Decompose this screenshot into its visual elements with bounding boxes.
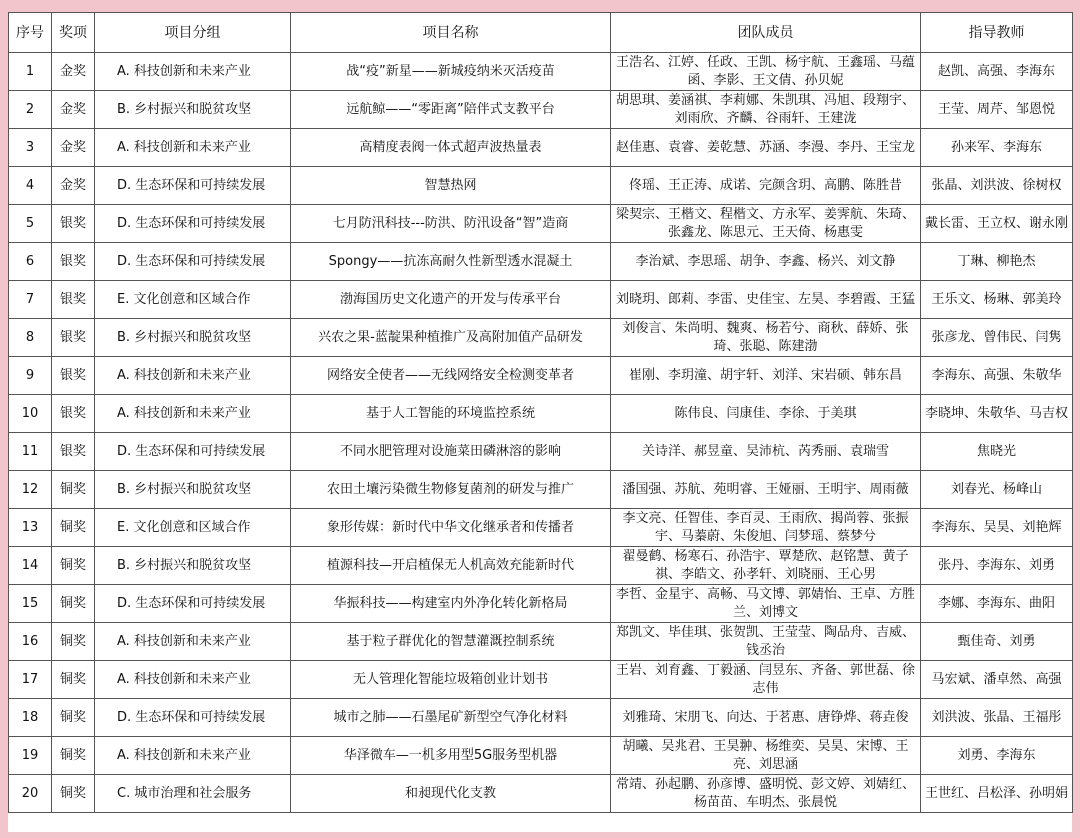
cell-award: 银奖	[52, 205, 95, 243]
cell-members: 李文亮、任智佳、李百灵、王雨欣、揭尚蓉、张振宇、马蓁蔚、朱俊旭、闫梦瑶、蔡梦兮	[611, 509, 921, 547]
cell-advisors: 李海东、高强、朱敬华	[921, 357, 1073, 395]
table-row	[9, 319, 1073, 357]
cell-project: 网络安全使者——无线网络安全检测变革者	[291, 357, 611, 395]
cell-project: 七月防汛科技---防洪、防汛设备“智”造商	[291, 205, 611, 243]
cell-advisors: 戴长雷、王立权、谢永刚	[921, 205, 1073, 243]
cell-group: A. 科技创新和未来产业	[95, 395, 291, 433]
table-row	[9, 661, 1073, 699]
cell-no: 14	[9, 547, 52, 585]
cell-group: A. 科技创新和未来产业	[95, 129, 291, 167]
award-table	[8, 12, 1073, 813]
table-row	[9, 737, 1073, 775]
cell-project: 农田土壤污染微生物修复菌剂的研发与推广	[291, 471, 611, 509]
cell-no: 11	[9, 433, 52, 471]
cell-members: 李治斌、李思瑶、胡争、李鑫、杨兴、刘文静	[611, 243, 921, 281]
cell-no: 20	[9, 775, 52, 813]
cell-group: D. 生态环保和可持续发展	[95, 167, 291, 205]
cell-advisors: 张彦龙、曾伟民、闫隽	[921, 319, 1073, 357]
table-row	[9, 167, 1073, 205]
cell-members: 刘晓玥、郎莉、李雷、史佳宝、左昊、李碧霞、王猛	[611, 281, 921, 319]
table-row	[9, 281, 1073, 319]
cell-group: A. 科技创新和未来产业	[95, 623, 291, 661]
cell-no: 18	[9, 699, 52, 737]
cell-project: 和昶现代化支教	[291, 775, 611, 813]
cell-group: D. 生态环保和可持续发展	[95, 585, 291, 623]
cell-award: 铜奖	[52, 547, 95, 585]
cell-no: 19	[9, 737, 52, 775]
table-row	[9, 433, 1073, 471]
cell-award: 铜奖	[52, 623, 95, 661]
cell-advisors: 王世红、吕松泽、孙明娟	[921, 775, 1073, 813]
header-award: 奖项	[52, 13, 95, 53]
table-row	[9, 243, 1073, 281]
cell-award: 铜奖	[52, 737, 95, 775]
cell-group: A. 科技创新和未来产业	[95, 737, 291, 775]
cell-advisors: 刘洪波、张晶、王福彤	[921, 699, 1073, 737]
cell-project: 高精度表阀一体式超声波热量表	[291, 129, 611, 167]
cell-members: 刘俊言、朱尚明、魏爽、杨若兮、商秋、薛娇、张琦、张聪、陈建渤	[611, 319, 921, 357]
cell-project: 战“疫”新星——新城疫纳米灭活疫苗	[291, 53, 611, 91]
header-members: 团队成员	[611, 13, 921, 53]
cell-no: 10	[9, 395, 52, 433]
cell-members: 潘国强、苏航、苑明睿、王娅丽、王明宇、周雨薇	[611, 471, 921, 509]
cell-award: 金奖	[52, 167, 95, 205]
cell-advisors: 李海东、吴昊、刘艳辉	[921, 509, 1073, 547]
cell-group: E. 文化创意和区域合作	[95, 281, 291, 319]
table-row	[9, 471, 1073, 509]
cell-no: 17	[9, 661, 52, 699]
cell-group: B. 乡村振兴和脱贫攻坚	[95, 91, 291, 129]
cell-members: 王岩、刘育鑫、丁毅涵、闫昱东、齐备、郭世磊、徐志伟	[611, 661, 921, 699]
cell-no: 3	[9, 129, 52, 167]
table-row	[9, 53, 1073, 91]
cell-project: 基于粒子群优化的智慧灌溉控制系统	[291, 623, 611, 661]
cell-advisors: 赵凯、高强、李海东	[921, 53, 1073, 91]
table-row	[9, 91, 1073, 129]
table-row	[9, 775, 1073, 813]
cell-advisors: 甄佳奇、刘勇	[921, 623, 1073, 661]
cell-advisors: 李晓坤、朱敬华、马吉权	[921, 395, 1073, 433]
cell-award: 银奖	[52, 281, 95, 319]
cell-project: 渤海国历史文化遗产的开发与传承平台	[291, 281, 611, 319]
cell-award: 金奖	[52, 91, 95, 129]
cell-no: 2	[9, 91, 52, 129]
cell-project: 华泽微车—一机多用型5G服务型机器	[291, 737, 611, 775]
cell-project: 不同水肥管理对设施菜田磷淋溶的影响	[291, 433, 611, 471]
table-row	[9, 357, 1073, 395]
cell-members: 崔刚、李玥潼、胡宇轩、刘洋、宋岩硕、韩东昌	[611, 357, 921, 395]
cell-members: 郑凯文、毕佳琪、张贺凯、王莹莹、陶品舟、吉威、钱丞治	[611, 623, 921, 661]
cell-group: B. 乡村振兴和脱贫攻坚	[95, 547, 291, 585]
cell-project: 智慧热网	[291, 167, 611, 205]
cell-advisors: 王莹、周芹、邹恩悦	[921, 91, 1073, 129]
cell-no: 5	[9, 205, 52, 243]
cell-no: 4	[9, 167, 52, 205]
table-row	[9, 623, 1073, 661]
cell-group: D. 生态环保和可持续发展	[95, 205, 291, 243]
header-row	[9, 13, 1073, 53]
cell-advisors: 刘勇、李海东	[921, 737, 1073, 775]
cell-project: 城市之肺——石墨尾矿新型空气净化材料	[291, 699, 611, 737]
cell-members: 关诗洋、郝昱童、吴沛杭、芮秀丽、袁瑞雪	[611, 433, 921, 471]
cell-award: 银奖	[52, 395, 95, 433]
cell-group: D. 生态环保和可持续发展	[95, 699, 291, 737]
cell-award: 银奖	[52, 319, 95, 357]
header-project: 项目名称	[291, 13, 611, 53]
cell-award: 铜奖	[52, 509, 95, 547]
cell-group: D. 生态环保和可持续发展	[95, 433, 291, 471]
cell-members: 胡思琪、姜涵祺、李莉娜、朱凯琪、冯旭、段翔宇、刘雨欣、齐麟、谷雨轩、王建泷	[611, 91, 921, 129]
cell-no: 9	[9, 357, 52, 395]
cell-advisors: 焦晓光	[921, 433, 1073, 471]
cell-advisors: 李娜、李海东、曲阳	[921, 585, 1073, 623]
cell-project: 华振科技——构建室内外净化转化新格局	[291, 585, 611, 623]
cell-no: 16	[9, 623, 52, 661]
cell-members: 李哲、金星宇、高畅、马文博、郭婧怡、王卓、方胜兰、刘博文	[611, 585, 921, 623]
cell-project: 无人管理化智能垃圾箱创业计划书	[291, 661, 611, 699]
cell-members: 胡曦、吴兆君、王昊翀、杨维奕、吴昊、宋博、王亮、刘思涵	[611, 737, 921, 775]
cell-group: A. 科技创新和未来产业	[95, 357, 291, 395]
table-row	[9, 699, 1073, 737]
table-row	[9, 547, 1073, 585]
cell-advisors: 刘春光、杨峰山	[921, 471, 1073, 509]
cell-group: B. 乡村振兴和脱贫攻坚	[95, 471, 291, 509]
cell-no: 6	[9, 243, 52, 281]
cell-members: 佟瑶、王正涛、成诺、完颜含玥、高鹏、陈胜昔	[611, 167, 921, 205]
cell-award: 铜奖	[52, 699, 95, 737]
cell-members: 赵佳惠、袁睿、姜乾慧、苏涵、李漫、李丹、王宝龙	[611, 129, 921, 167]
cell-group: C. 城市治理和社会服务	[95, 775, 291, 813]
cell-award: 金奖	[52, 129, 95, 167]
cell-project: 植源科技—开启植保无人机高效充能新时代	[291, 547, 611, 585]
cell-advisors: 马宏斌、潘卓然、高强	[921, 661, 1073, 699]
header-no: 序号	[9, 13, 52, 53]
cell-advisors: 张丹、李海东、刘勇	[921, 547, 1073, 585]
cell-no: 13	[9, 509, 52, 547]
cell-members: 翟曼鹤、杨寒石、孙浩宇、覃楚欣、赵铭慧、黄子祺、李皓文、孙孝轩、刘晓丽、王心男	[611, 547, 921, 585]
table-row	[9, 509, 1073, 547]
cell-no: 1	[9, 53, 52, 91]
cell-project: 远航鲸——“零距离”陪伴式支教平台	[291, 91, 611, 129]
table-row	[9, 585, 1073, 623]
cell-advisors: 张晶、刘洪波、徐树权	[921, 167, 1073, 205]
table-row	[9, 395, 1073, 433]
cell-group: A. 科技创新和未来产业	[95, 661, 291, 699]
cell-award: 铜奖	[52, 585, 95, 623]
cell-group: B. 乡村振兴和脱贫攻坚	[95, 319, 291, 357]
cell-no: 8	[9, 319, 52, 357]
table-row	[9, 205, 1073, 243]
cell-award: 金奖	[52, 53, 95, 91]
cell-project: 兴农之果-蓝靛果种植推广及高附加值产品研发	[291, 319, 611, 357]
cell-project: 基于人工智能的环境监控系统	[291, 395, 611, 433]
cell-members: 刘雅琦、宋朋飞、向达、于茗惠、唐铮烨、蒋垚俊	[611, 699, 921, 737]
cell-group: E. 文化创意和区域合作	[95, 509, 291, 547]
cell-members: 常靖、孙起鹏、孙彦博、盛明悦、彭文婷、刘婧红、杨苗苗、车明杰、张晨悦	[611, 775, 921, 813]
cell-award: 银奖	[52, 243, 95, 281]
cell-no: 15	[9, 585, 52, 623]
cell-advisors: 王乐文、杨琳、郭美玲	[921, 281, 1073, 319]
header-advisors: 指导教师	[921, 13, 1073, 53]
cell-members: 陈伟良、闫康佳、李徐、于美琪	[611, 395, 921, 433]
cell-award: 铜奖	[52, 471, 95, 509]
cell-advisors: 孙来军、李海东	[921, 129, 1073, 167]
cell-no: 7	[9, 281, 52, 319]
header-group: 项目分组	[95, 13, 291, 53]
cell-no: 12	[9, 471, 52, 509]
cell-members: 王浩名、江婷、任政、王凯、杨宇航、王鑫瑶、马蕴函、李影、王文倩、孙贝妮	[611, 53, 921, 91]
cell-project: Spongy——抗冻高耐久性新型透水混凝土	[291, 243, 611, 281]
table-row	[9, 129, 1073, 167]
cell-members: 梁契宗、王楷文、程楷文、方永军、姜霁航、朱琦、张鑫龙、陈思元、王天倚、杨惠雯	[611, 205, 921, 243]
award-table-sheet	[8, 12, 1072, 832]
cell-group: A. 科技创新和未来产业	[95, 53, 291, 91]
cell-advisors: 丁琳、柳艳杰	[921, 243, 1073, 281]
cell-award: 银奖	[52, 357, 95, 395]
cell-award: 铜奖	[52, 661, 95, 699]
cell-group: D. 生态环保和可持续发展	[95, 243, 291, 281]
cell-project: 象形传媒：新时代中华文化继承者和传播者	[291, 509, 611, 547]
cell-award: 铜奖	[52, 775, 95, 813]
cell-award: 银奖	[52, 433, 95, 471]
